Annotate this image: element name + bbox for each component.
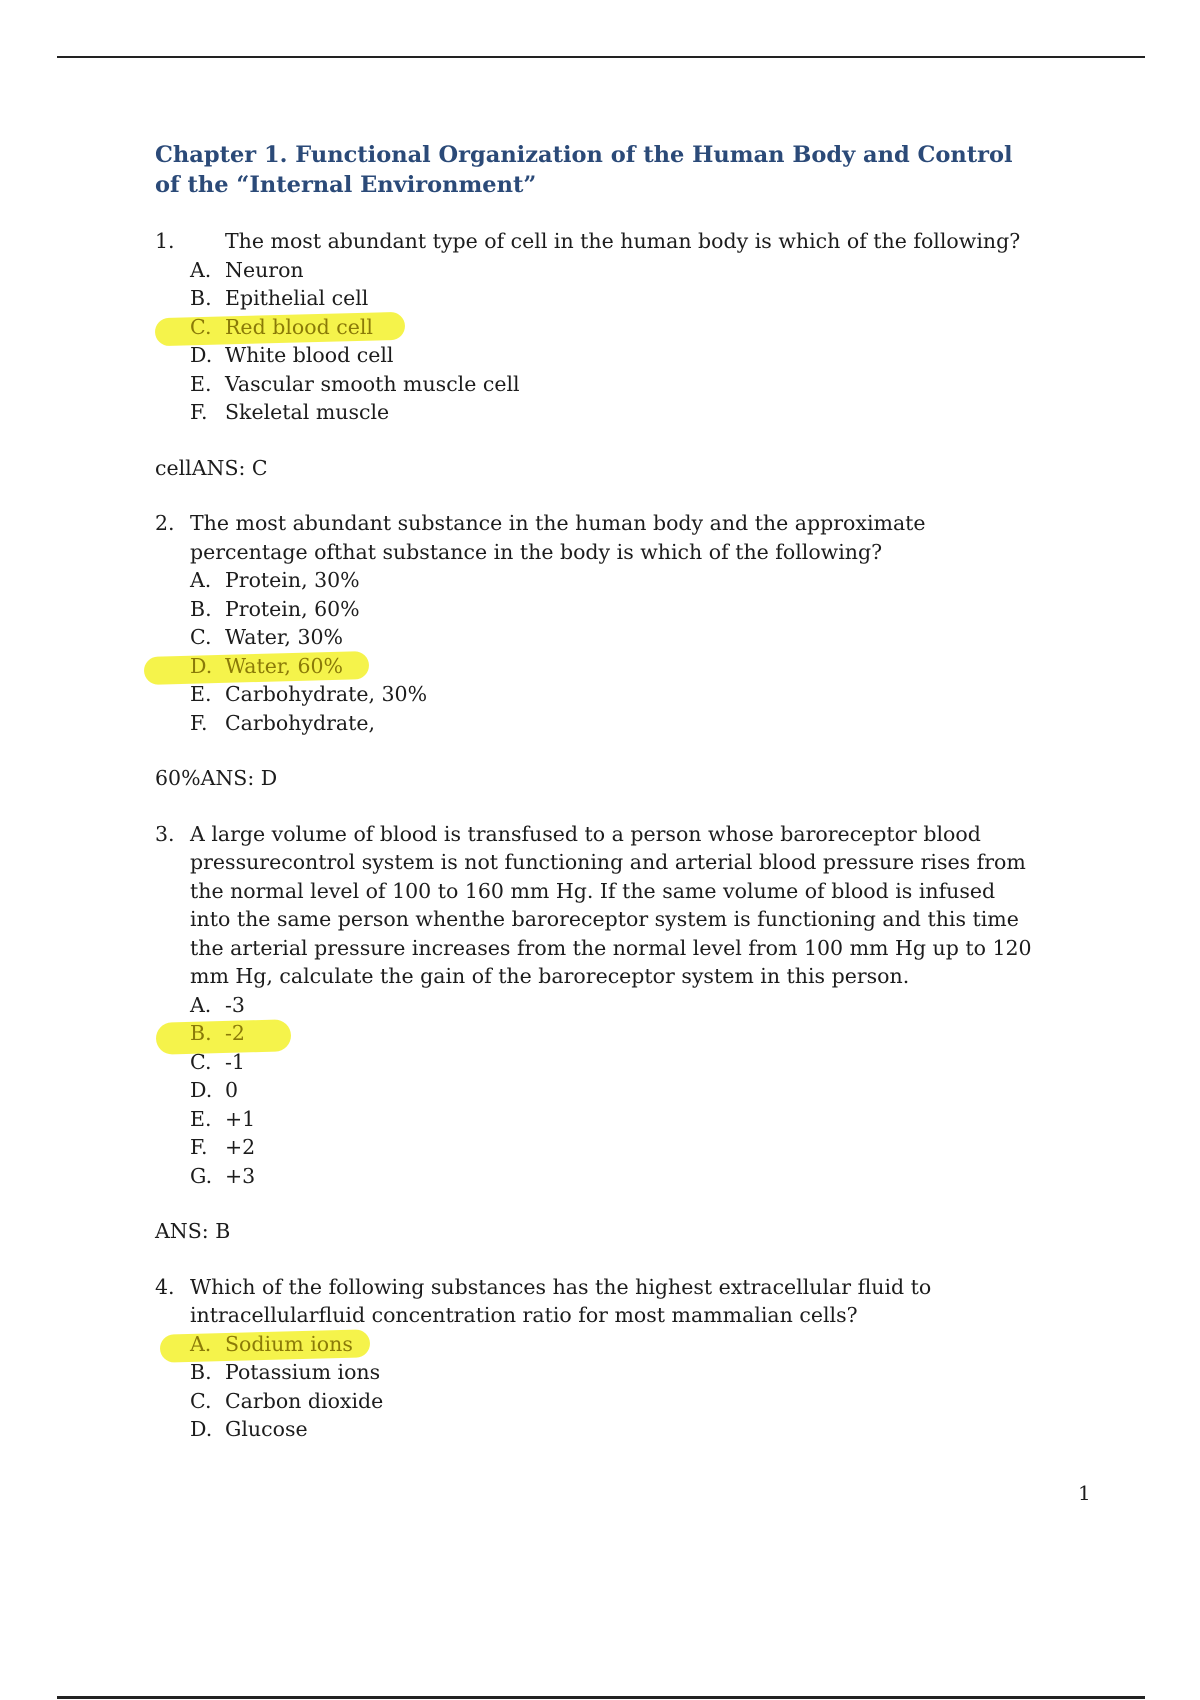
question-stem (155, 820, 1035, 991)
answer-line: ANS: B (155, 1219, 231, 1243)
question-number: 1. (155, 229, 175, 253)
question-text: The most abundant type of cell in the human body is which of the following? (225, 229, 1021, 253)
option-g: G. +3 (190, 1163, 256, 1188)
question-number: 4. (155, 1274, 175, 1299)
option-e: E. Carbohydrate, 30% (190, 682, 428, 706)
question-number: 3. (155, 821, 175, 846)
option-d: D. 0 (190, 1078, 239, 1102)
option-d: D. Glucose (190, 1417, 308, 1441)
top-rule (57, 56, 1145, 58)
option-c-highlighted: C. Red blood cell (190, 313, 1035, 342)
option-b: B. Protein, 60% (190, 596, 360, 621)
question-3 (155, 820, 1035, 1191)
option-f: F. +2 (190, 1135, 256, 1159)
question-number: 2. (155, 511, 175, 535)
option-d-highlighted: D. Water, 60% (190, 652, 1035, 681)
option-list (155, 991, 1035, 1191)
document-page (155, 140, 1035, 1444)
question-stem (155, 227, 1035, 256)
option-c: C. -1 (190, 1049, 245, 1074)
question-text: The most abundant substance in the human body and the approximate percentage ofthat substance in the body is which of the following? (190, 511, 926, 564)
option-d: D. White blood cell (190, 343, 394, 367)
question-text: Which of the following substances has the highest extracellular fluid to intracellularfluid concentration ratio for most mammalian cells? (190, 1274, 932, 1327)
question-2 (155, 509, 1035, 737)
option-b: B. Potassium ions (190, 1360, 381, 1384)
option-e: E. Vascular smooth muscle cell (190, 371, 520, 396)
question-stem (155, 509, 1035, 566)
option-b-highlighted: B. -2 (190, 1019, 1035, 1048)
chapter-title: Chapter 1. Functional Organization of the Human Body and Control of the “Internal Environment” (155, 142, 1013, 198)
option-e: E. +1 (190, 1106, 256, 1131)
question-text: A large volume of blood is transfused to a person whose baroreceptor blood pressurecontrol system is not functioning and arterial blood pressure rises from the normal level of 100 to 160 mm Hg. If the same volume of blood is infused into the same person whenthe baroreceptor system is functioning and this time the arterial pressure increases from the normal level from 100 mm Hg up to 120 mm Hg, calculate the gain of the baroreceptor system in this person. (190, 821, 1032, 988)
option-a: A. Protein, 30% (190, 568, 360, 592)
answer-line: cellANS: C (155, 455, 268, 480)
option-f: F. Carbohydrate, (190, 710, 375, 735)
option-c: C. Carbon dioxide (190, 1388, 384, 1413)
option-f: F. Skeletal muscle (190, 400, 390, 424)
answer-line: 60%ANS: D (155, 766, 278, 790)
option-a: A. Neuron (190, 257, 304, 282)
option-a: A. -3 (190, 992, 245, 1017)
option-list (155, 1330, 1035, 1444)
question-1 (155, 227, 1035, 427)
option-list (155, 256, 1035, 427)
question-stem (155, 1273, 1035, 1330)
option-a-highlighted: A. Sodium ions (190, 1330, 1035, 1359)
option-b: B. Epithelial cell (190, 286, 369, 310)
bottom-rule (57, 1696, 1145, 1699)
page-number: 1 (1078, 1481, 1091, 1505)
question-4 (155, 1273, 1035, 1444)
option-list (155, 566, 1035, 737)
option-c: C. Water, 30% (190, 625, 344, 649)
